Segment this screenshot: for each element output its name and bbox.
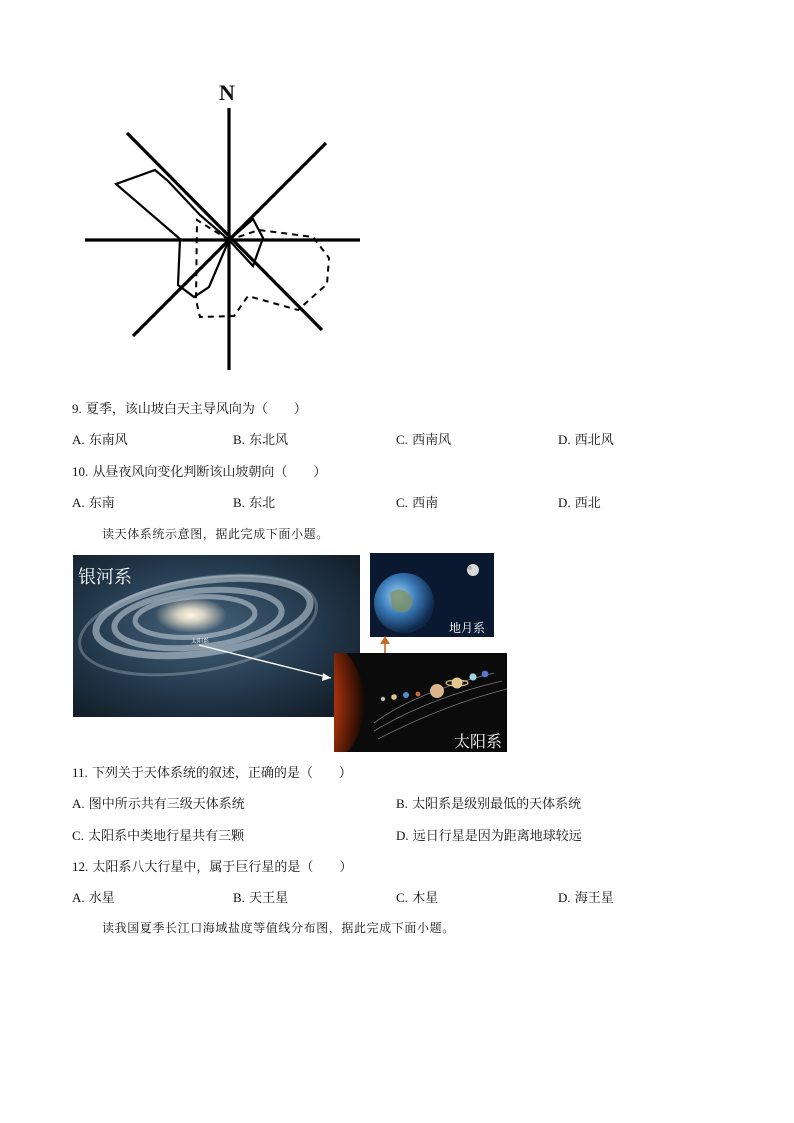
option-d: D. 西北	[558, 495, 601, 511]
question-stem-12: 12. 太阳系八大行星中，属于巨行星的是（ ）	[72, 859, 353, 875]
north-label: N	[219, 80, 235, 105]
option-d: D. 海王星	[558, 890, 614, 906]
milky-way-image	[73, 555, 360, 717]
question-stem-9: 9. 夏季，该山坡白天主导风向为（ ）	[72, 401, 307, 417]
nw-se-axis	[127, 133, 322, 330]
earth-moon-caption: 地月系	[449, 621, 486, 635]
option-c: C. 西南	[396, 495, 439, 511]
option-a: A. 水星	[72, 890, 115, 906]
question-stem-10: 10. 从昼夜风向变化判断该山坡朝向（ ）	[72, 464, 327, 480]
option-b: B. 东北	[233, 495, 276, 511]
wind-rose-diagram	[80, 100, 370, 375]
sun-position-label: 太阳系	[191, 638, 210, 645]
option-c: C. 西南风	[396, 432, 452, 448]
option-b: B. 东北风	[233, 432, 289, 448]
option-a: A. 东南风	[72, 432, 128, 448]
intro-celestial-systems: 读天体系统示意图，据此完成下面小题。	[102, 527, 329, 541]
option-c: C. 木星	[396, 890, 439, 906]
earth-moon-image	[370, 553, 494, 637]
option-a: A. 东南	[72, 495, 115, 511]
option-b: B. 天王星	[233, 890, 289, 906]
intro-salinity-map: 读我国夏季长江口海域盐度等值线分布图，据此完成下面小题。	[102, 921, 455, 935]
question-stem-11: 11. 下列关于天体系统的叙述，正确的是（ ）	[72, 765, 352, 781]
option-d: D. 远日行星是因为距离地球较远	[396, 828, 582, 844]
solar-system-caption: 太阳系	[454, 732, 503, 751]
option-b: B. 太阳系是级别最低的天体系统	[396, 796, 582, 812]
option-a: A. 图中所示共有三级天体系统	[72, 796, 245, 812]
option-c: C. 太阳系中类地行星共有三颗	[72, 828, 245, 844]
galaxy-caption: 银河系	[78, 567, 132, 588]
option-d: D. 西北风	[558, 432, 614, 448]
solar-system-image	[334, 653, 507, 752]
